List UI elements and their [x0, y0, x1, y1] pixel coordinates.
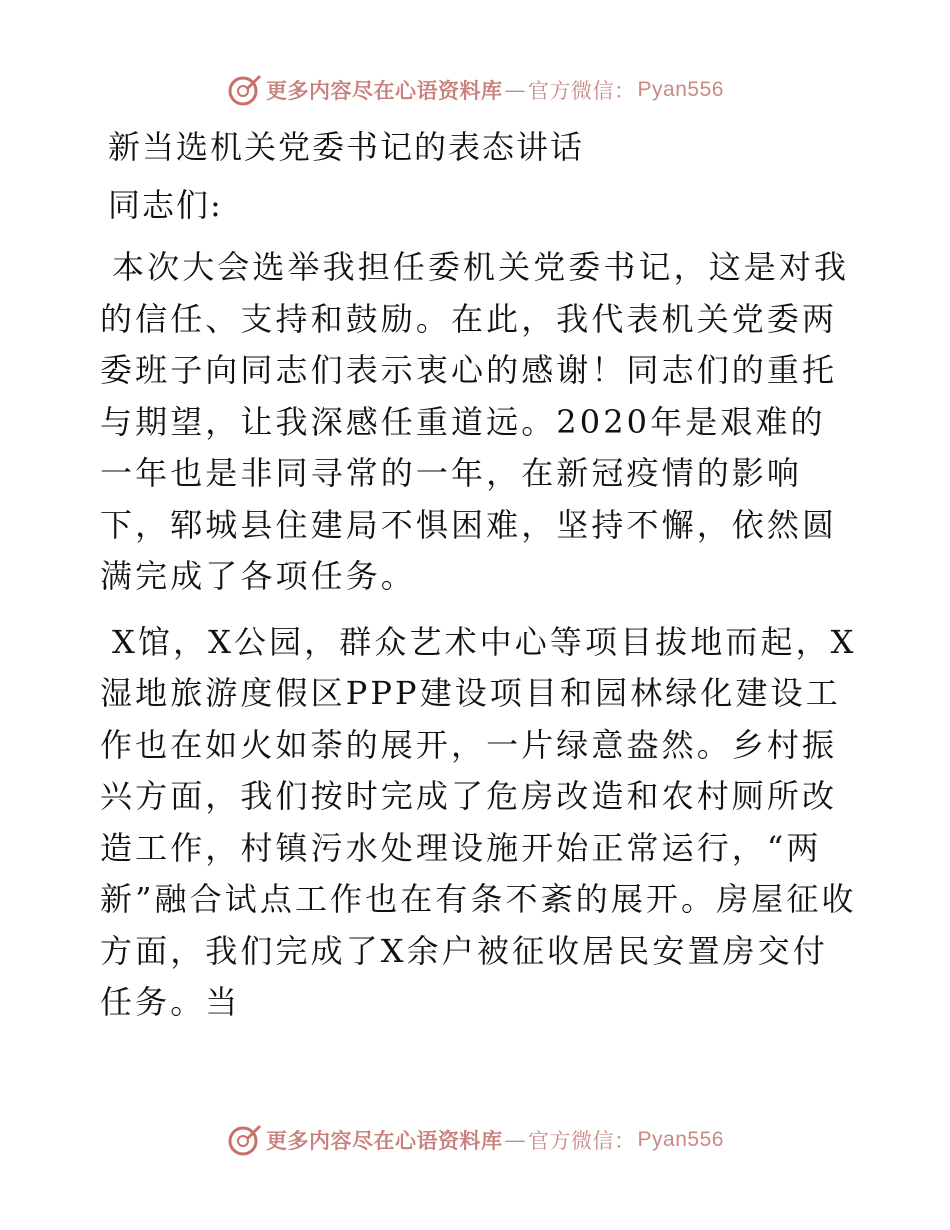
watermark-label: 官方微信： [528, 1129, 636, 1153]
watermark-wechat-id: Pyan556 [637, 1128, 724, 1151]
paragraph: X馆，X公园，群众艺术中心等项目拔地而起，X湿地旅游度假区PPP建设项目和园林绿化建设工作也在如火如荼的展开，一片绿意盎然。乡村振兴方面，我们按时完成了危房改造和农村厕所改造工作，村镇污水处理设施开始正常运行，“两新”融合试点工作也在有条不紊的展开。房屋征收方面，我们完成了X余户被征收居民安置房交付任务。当 [100, 622, 857, 1021]
paragraph: 本次大会选举我担任委机关党委书记，这是对我的信任、支持和鼓励。在此，我代表机关党委两委班子向同志们表示衷心的感谢！同志们的重托与期望，让我深感任重道远。2020年是艰难的一年也是非同寻常的一年，在新冠疫情的影响下，郓城县住建局不惧困难，坚持不懈，依然圆满完成了各项任务。 [100, 248, 850, 595]
watermark-site-text: 更多内容尽在心语资料库 [266, 1128, 503, 1153]
document-title: 新当选机关党委书记的表态讲话 [108, 128, 585, 166]
watermark-separator: — [504, 78, 527, 102]
watermark-wechat-id: Pyan556 [637, 78, 724, 101]
watermark-separator: — [504, 1128, 527, 1152]
pen-circle-logo-icon [226, 1122, 262, 1158]
watermark-site-text: 更多内容尽在心语资料库 [266, 78, 503, 103]
document-body [100, 122, 860, 1043]
header-watermark [0, 70, 950, 110]
watermark-label: 官方微信： [528, 79, 636, 103]
document-greeting: 同志们: [108, 186, 223, 224]
footer-watermark [0, 1120, 950, 1160]
pen-circle-logo-icon [226, 72, 262, 108]
